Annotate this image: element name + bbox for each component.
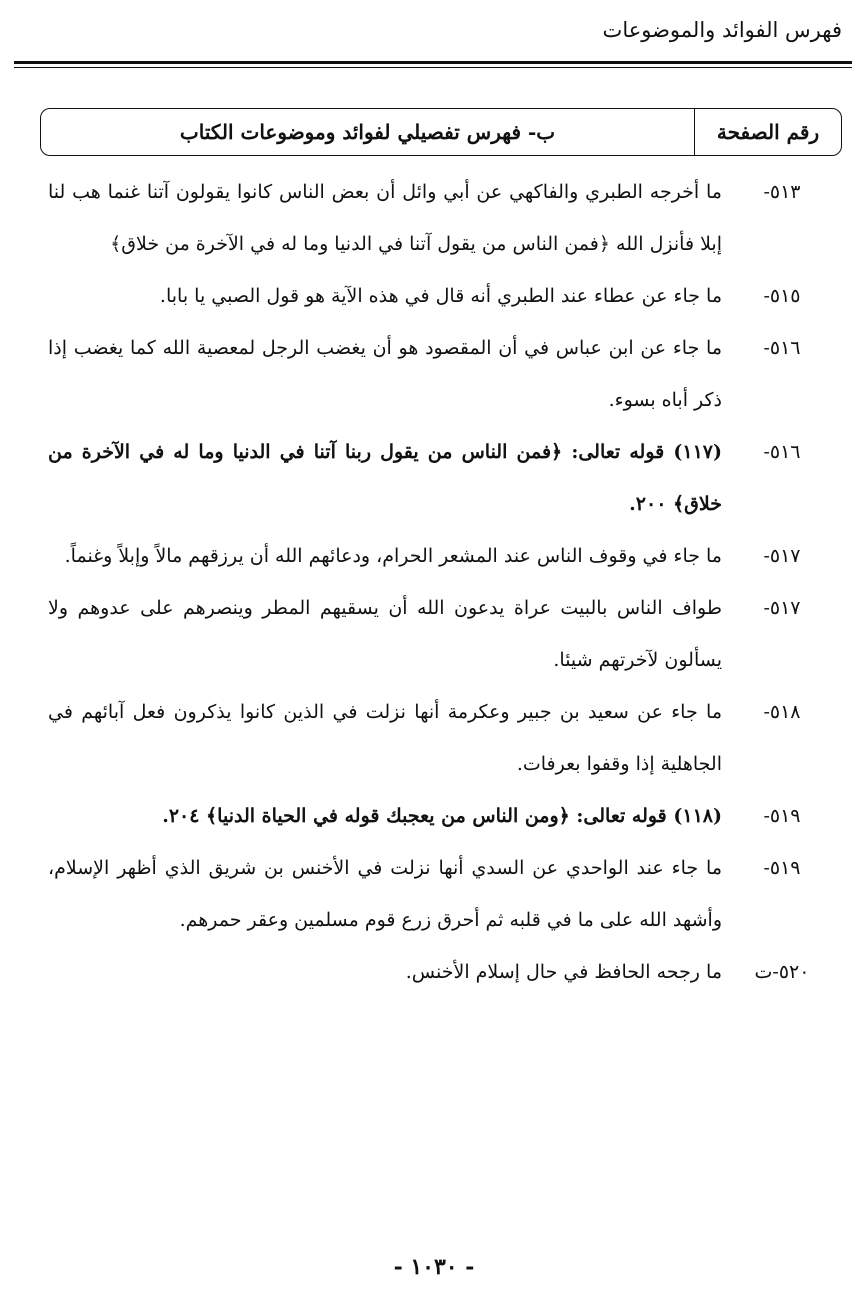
index-entries <box>42 166 842 998</box>
entry-page-number: ٥١٥- <box>763 285 801 307</box>
entry-text: طواف الناس بالبيت عراة يدعون الله أن يسقيهم المطر وينصرهم على عدوهم ولا يسألون لآخرتهم شيئا. <box>48 597 722 671</box>
index-entry <box>42 530 842 582</box>
index-entry <box>42 686 842 790</box>
entry-page-number: ٥١٩- <box>763 805 801 827</box>
running-head: فهرس الفوائد والموضوعات <box>602 18 842 42</box>
index-entry <box>42 946 842 998</box>
entry-page-number: ٥١٩- <box>763 857 801 879</box>
index-entry <box>42 582 842 686</box>
entry-page-number: ٥٢٠-ت <box>754 961 810 983</box>
index-entry <box>42 166 842 270</box>
entry-text: ما رجحه الحافظ في حال إسلام الأخنس. <box>405 961 722 983</box>
entry-text: ما أخرجه الطبري والفاكهي عن أبي وائل أن بعض الناس كانوا يقولون آتنا غنما هب لنا إبلا فأنزل الله ﴿فمن الناس من يقول آتنا في الدنيا وما له في الآخرة من خلاق﴾ <box>48 181 722 255</box>
index-entry <box>42 790 842 842</box>
title-column-header: ب- فهرس تفصيلي لفوائد وموضوعات الكتاب <box>179 120 556 144</box>
entry-text: ما جاء عند الواحدي عن السدي أنها نزلت في الأخنس بن شريق الذي أظهر الإسلام، وأشهد الله على ما في قلبه ثم أحرق زرع قوم مسلمين وعقر حمرهم. <box>48 857 722 931</box>
header-rule <box>14 61 852 64</box>
entry-page-number: ٥١٦- <box>763 337 801 359</box>
entry-page-number: ٥١٨- <box>763 701 801 723</box>
page-number: - ١٠٣٠ - <box>393 1254 475 1280</box>
entry-text: (١١٨) قوله تعالى: ﴿ومن الناس من يعجبك قوله في الحياة الدنيا﴾ ٢٠٤. <box>162 805 722 827</box>
entry-text: ما جاء عن عطاء عند الطبري أنه قال في هذه الآية هو قول الصبي يا بابا. <box>159 285 722 307</box>
entry-text: (١١٧) قوله تعالى: ﴿فمن الناس من يقول ربنا آتنا في الدنيا وما له في الآخرة من خلاق﴾ ٢٠٠. <box>48 441 722 515</box>
table-header <box>40 108 842 156</box>
entry-text: ما جاء عن سعيد بن جبير وعكرمة أنها نزلت في الذين كانوا يذكرون فعل آبائهم في الجاهلية إذا وقفوا بعرفات. <box>48 701 722 775</box>
index-entry <box>42 270 842 322</box>
index-entry <box>42 322 842 426</box>
entry-page-number: ٥١٣- <box>763 181 801 203</box>
entry-text: ما جاء في وقوف الناس عند المشعر الحرام، ودعائهم الله أن يرزقهم مالاً وإبلاً وغنماً. <box>64 545 722 567</box>
page-column-header: رقم الصفحة <box>694 109 841 155</box>
entry-text: ما جاء عن ابن عباس في أن المقصود هو أن يغضب الرجل لمعصية الله كما يغضب إذا ذكر أباه بسوء. <box>48 337 722 411</box>
entry-page-number: ٥١٧- <box>763 597 801 619</box>
entry-page-number: ٥١٧- <box>763 545 801 567</box>
index-entry <box>42 842 842 946</box>
index-entry <box>42 426 842 530</box>
entry-page-number: ٥١٦- <box>763 441 801 463</box>
